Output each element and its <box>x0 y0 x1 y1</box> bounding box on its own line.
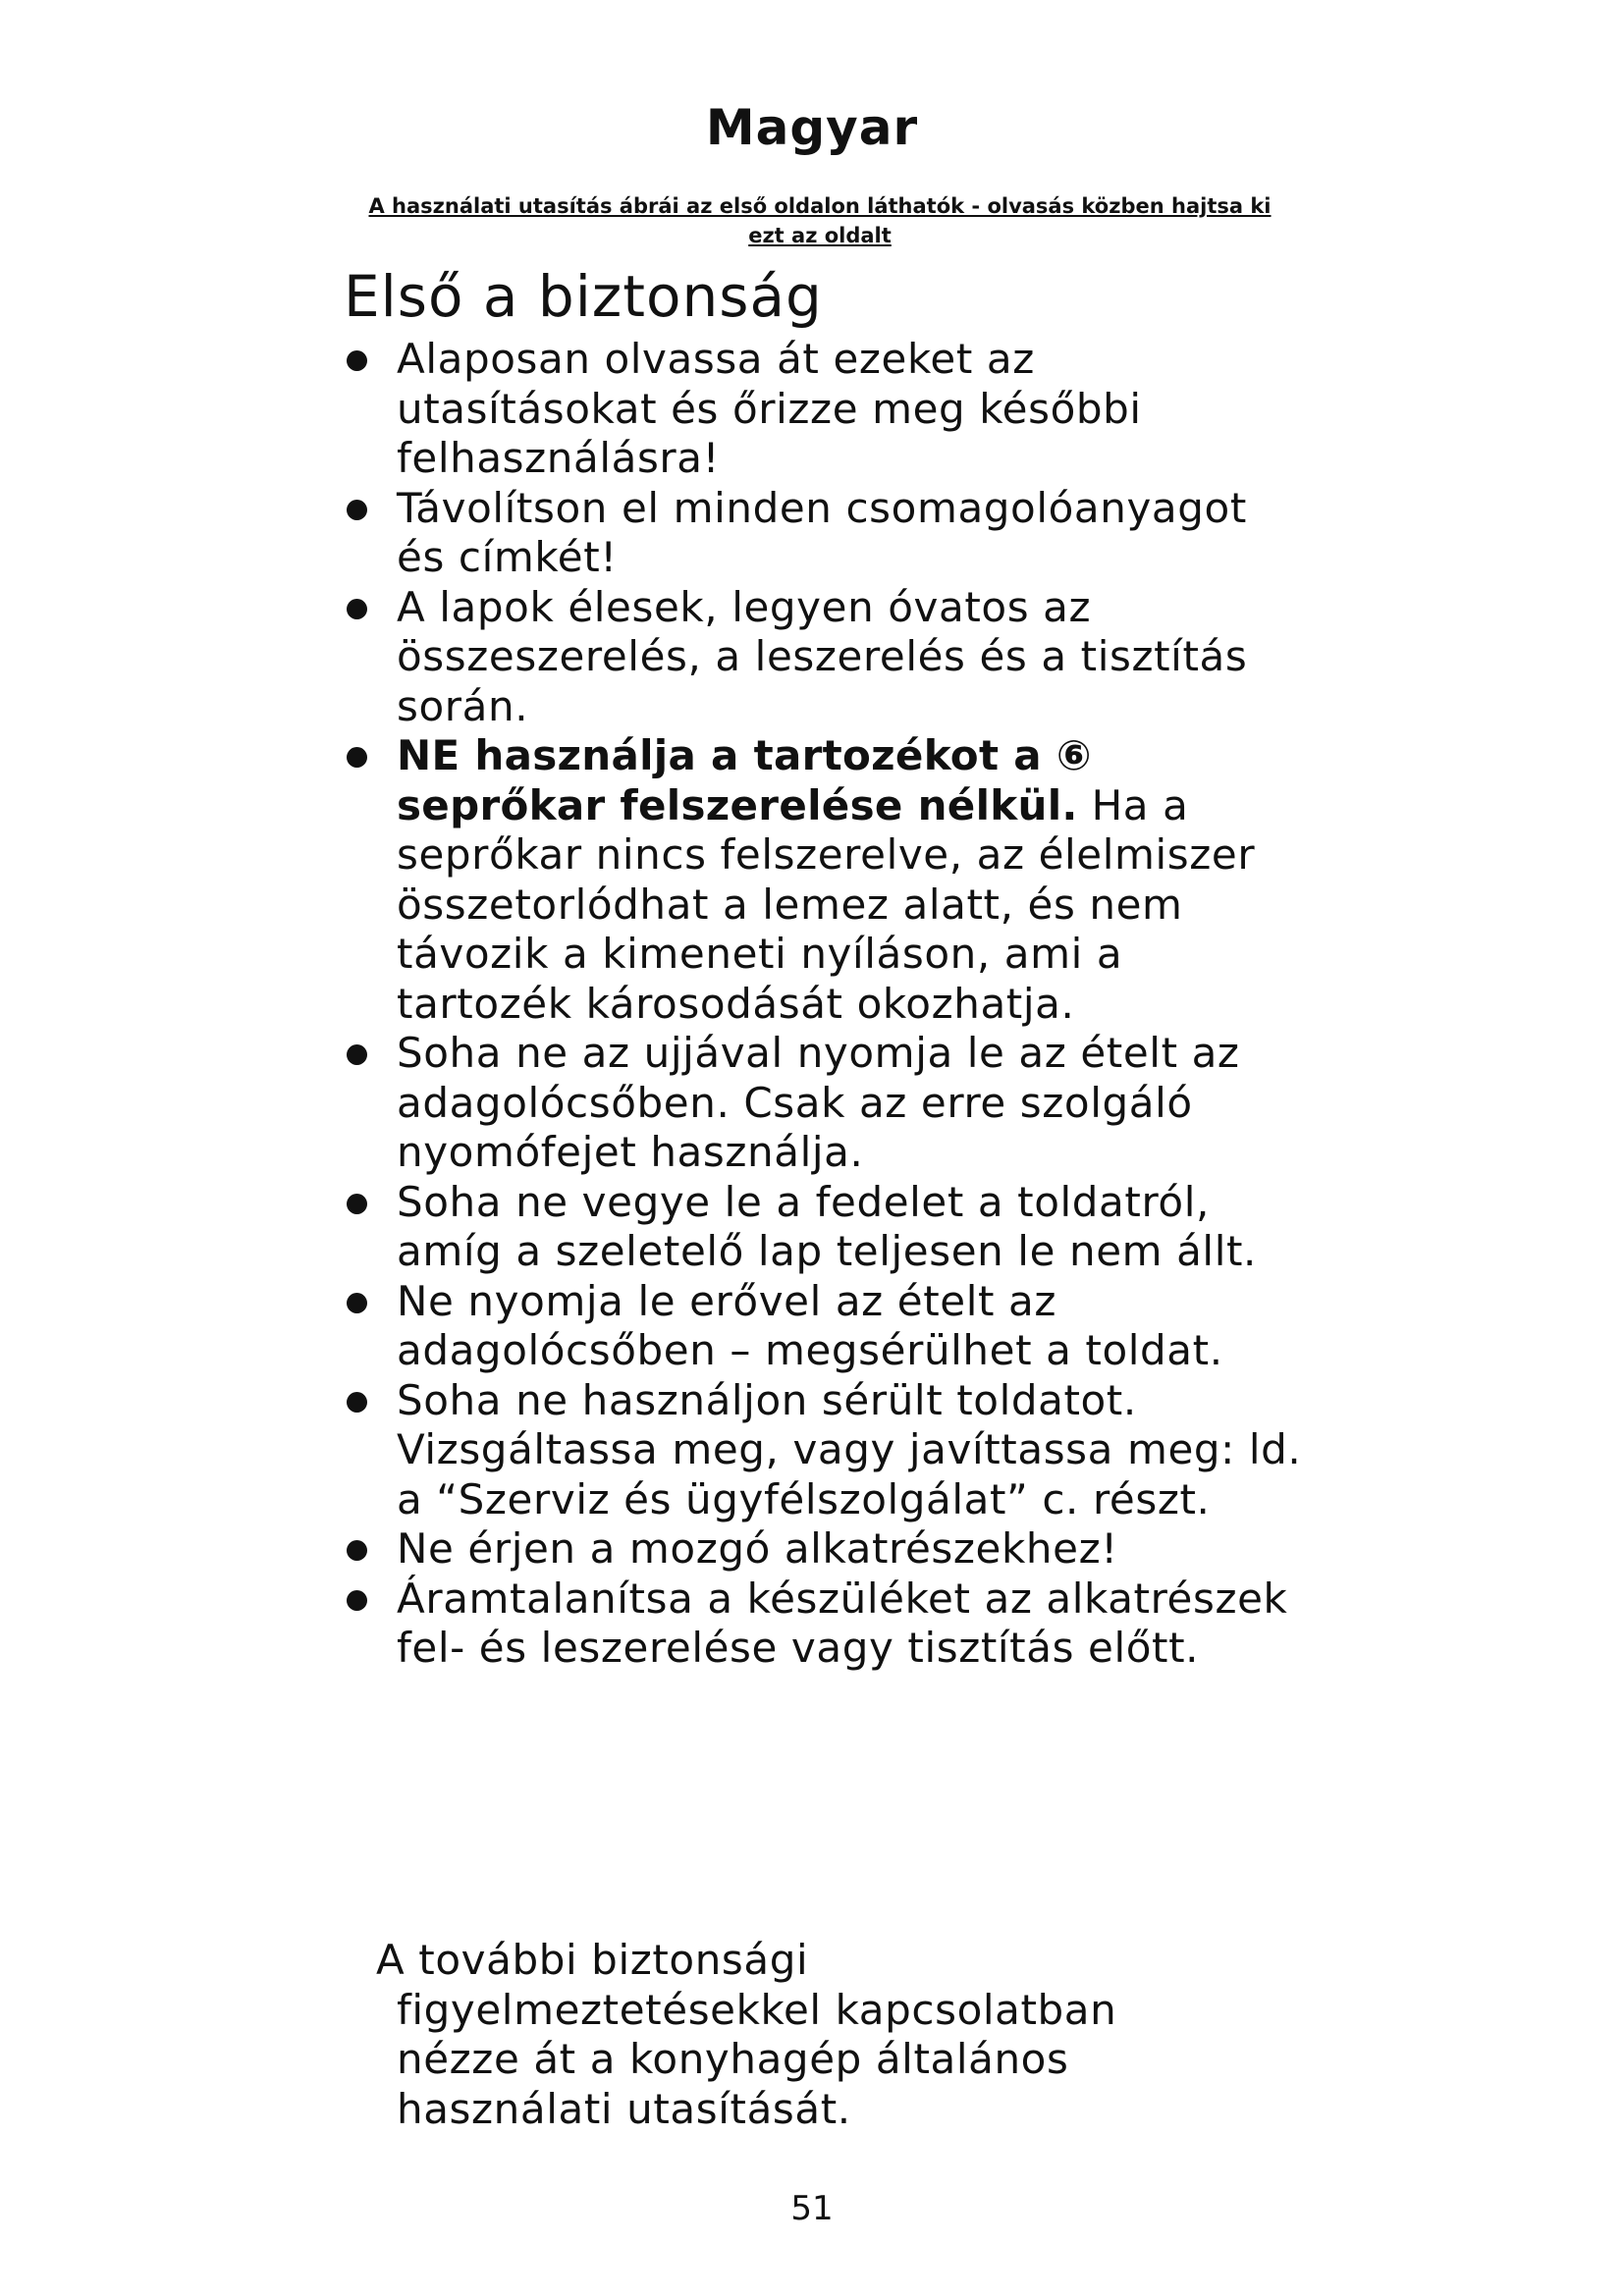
safety-item <box>344 1178 1306 1277</box>
safety-item-text: Ne érjen a mozgó alkatrészekhez! <box>397 1524 1118 1573</box>
bullet-icon <box>347 599 367 619</box>
bullet-icon <box>347 1293 367 1313</box>
safety-item <box>344 1376 1306 1525</box>
safety-item <box>344 1277 1306 1376</box>
safety-item <box>344 484 1306 583</box>
safety-item <box>344 1575 1306 1674</box>
bullet-icon <box>347 747 367 768</box>
bullet-icon <box>347 1194 367 1214</box>
bullet-icon <box>347 1392 367 1413</box>
safety-item-text: Soha ne az ujjával nyomja le az ételt az adagolócsőben. Csak az erre szolgáló nyomófejet használja. <box>397 1029 1240 1176</box>
safety-item <box>344 583 1306 732</box>
bullet-icon <box>347 1540 367 1561</box>
safety-item-text: Távolítson el minden csomagolóanyagot és címkét! <box>397 483 1247 581</box>
bullet-icon <box>347 350 367 371</box>
safety-item-text: Alaposan olvassa át ezeket az utasításokat és őrizze meg későbbi felhasználásra! <box>397 335 1142 482</box>
safety-item-text: Áramtalanítsa a készüléket az alkatrészek fel- és leszerelése vagy tisztítás előtt. <box>397 1574 1288 1672</box>
safety-item <box>344 1524 1306 1575</box>
closing-note-line: használati utasítását. <box>397 2084 851 2133</box>
bullet-icon <box>347 500 367 520</box>
safety-item <box>344 335 1306 484</box>
closing-note-line: A további biztonsági <box>376 1936 809 1984</box>
closing-note-line: nézze át a konyhagép általános <box>397 2035 1069 2083</box>
safety-item-text: Soha ne használjon sérült toldatot. Vizsgáltassa meg, vagy javíttassa meg: ld. a “Szerviz és ügyfélszolgálat” c. részt. <box>397 1375 1302 1523</box>
safety-item-text: Ha a seprőkar nincs felszerelve, az élelmiszer összetorlódhat a lemez alatt, és nem távozik a kimeneti nyíláson, ami a tartozék károsodását okozhatja. <box>397 780 1256 1028</box>
closing-note-line: figyelmeztetésekkel kapcsolatban <box>397 1985 1117 2034</box>
safety-heading: Első a biztonság <box>344 263 823 330</box>
safety-item-text: Soha ne vegye le a fedelet a toldatról, amíg a szeletelő lap teljesen le nem állt. <box>397 1177 1257 1275</box>
warning-text-bold: NE használja a tartozékot a ⑥ seprőkar felszerelése nélkül. <box>397 731 1092 829</box>
fold-instruction-note: A használati utasítás ábrái az első oldalon láthatók - olvasás közben hajtsa ki ezt az oldalt <box>368 194 1272 247</box>
safety-item-warning <box>344 731 1306 1029</box>
page-number: 51 <box>790 2189 834 2228</box>
bullet-icon <box>347 1044 367 1065</box>
closing-note <box>376 1936 1309 2134</box>
bullet-icon <box>347 1590 367 1611</box>
safety-item-text: A lapok élesek, legyen óvatos az összeszerelés, a leszerelés és a tisztítás során. <box>397 582 1248 730</box>
page-title: Magyar <box>705 99 919 156</box>
safety-list <box>344 335 1306 1674</box>
safety-item <box>344 1029 1306 1178</box>
safety-item-text: Ne nyomja le erővel az ételt az adagolócsőben – megsérülhet a toldat. <box>397 1276 1223 1374</box>
